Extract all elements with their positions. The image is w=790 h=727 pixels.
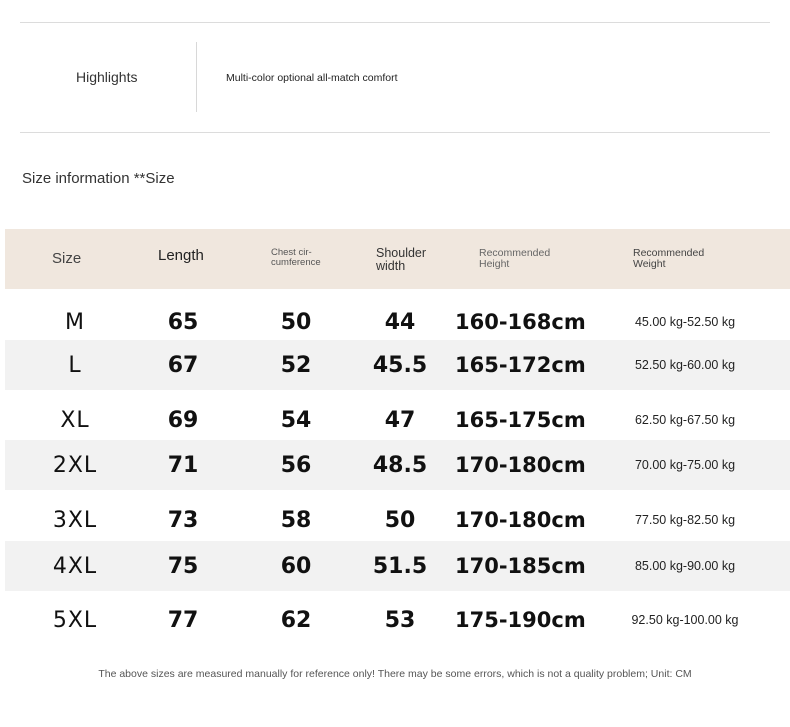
header-chest [271,248,321,268]
header-chest-line1: Chest cir- [271,247,312,258]
size-table-header [5,229,790,289]
cell-height: 165-175cm [455,408,586,432]
cell-length: 67 [167,352,199,378]
cell-size: 5XL [52,607,98,633]
cell-weight: 45.00 kg-52.50 kg [634,315,736,329]
header-weight-line1: Recommended [633,247,705,259]
cell-chest: 60 [280,553,312,579]
table-row [5,340,790,390]
header-length: Length [158,247,204,264]
middle-divider [20,132,770,133]
cell-chest: 62 [280,607,312,633]
cell-height: 175-190cm [455,608,586,632]
header-height [479,248,550,270]
footnote: The above sizes are measured manually for reference only! There may be some errors, which is not a quality problem; Unit: CM [98,668,692,680]
header-shoulder-line2: width [376,259,406,274]
cell-weight: 62.50 kg-67.50 kg [634,413,736,427]
cell-shoulder: 45.5 [372,352,428,378]
cell-height: 165-172cm [455,353,586,377]
cell-weight: 52.50 kg-60.00 kg [634,358,736,372]
cell-size: 2XL [52,452,98,478]
cell-shoulder: 44 [384,309,416,335]
table-row [5,595,790,645]
header-weight-line2: Weight [633,258,666,271]
cell-size: M [65,309,85,335]
cell-chest: 56 [280,452,312,478]
cell-chest: 52 [280,352,312,378]
cell-size: XL [60,407,90,433]
header-size: Size [52,250,82,267]
cell-size: 4XL [52,553,98,579]
cell-size: L [68,352,82,378]
cell-length: 77 [167,607,199,633]
header-height-line2: Height [479,258,510,271]
cell-shoulder: 47 [384,407,416,433]
header-weight [633,248,704,270]
table-row [5,541,790,591]
cell-chest: 54 [280,407,312,433]
header-shoulder-line1: Shoulder [376,246,427,260]
cell-chest: 50 [280,309,312,335]
cell-height: 170-185cm [455,554,586,578]
cell-weight: 77.50 kg-82.50 kg [634,513,736,527]
cell-length: 71 [167,452,199,478]
table-row [5,395,790,445]
cell-shoulder: 50 [384,507,416,533]
highlights-label: Highlights [76,69,138,85]
header-shoulder [376,247,426,273]
highlights-vertical-divider [196,42,197,112]
cell-height: 160-168cm [455,310,586,334]
cell-length: 65 [167,309,199,335]
cell-weight: 85.00 kg-90.00 kg [634,559,736,573]
highlights-value: Multi-color optional all-match comfort [226,72,398,84]
table-row [5,440,790,490]
header-chest-line2: cumference [271,256,321,268]
cell-length: 73 [167,507,199,533]
section-title: Size information **Size [22,170,175,187]
cell-weight: 92.50 kg-100.00 kg [631,613,739,627]
cell-shoulder: 51.5 [372,553,428,579]
cell-height: 170-180cm [455,508,586,532]
cell-size: 3XL [52,507,98,533]
top-divider [20,22,770,23]
header-height-line1: Recommended [479,247,551,259]
cell-shoulder: 53 [384,607,416,633]
table-row [5,495,790,545]
cell-length: 69 [167,407,199,433]
cell-weight: 70.00 kg-75.00 kg [634,458,736,472]
cell-length: 75 [167,553,199,579]
cell-shoulder: 48.5 [372,452,428,478]
cell-chest: 58 [280,507,312,533]
cell-height: 170-180cm [455,453,586,477]
